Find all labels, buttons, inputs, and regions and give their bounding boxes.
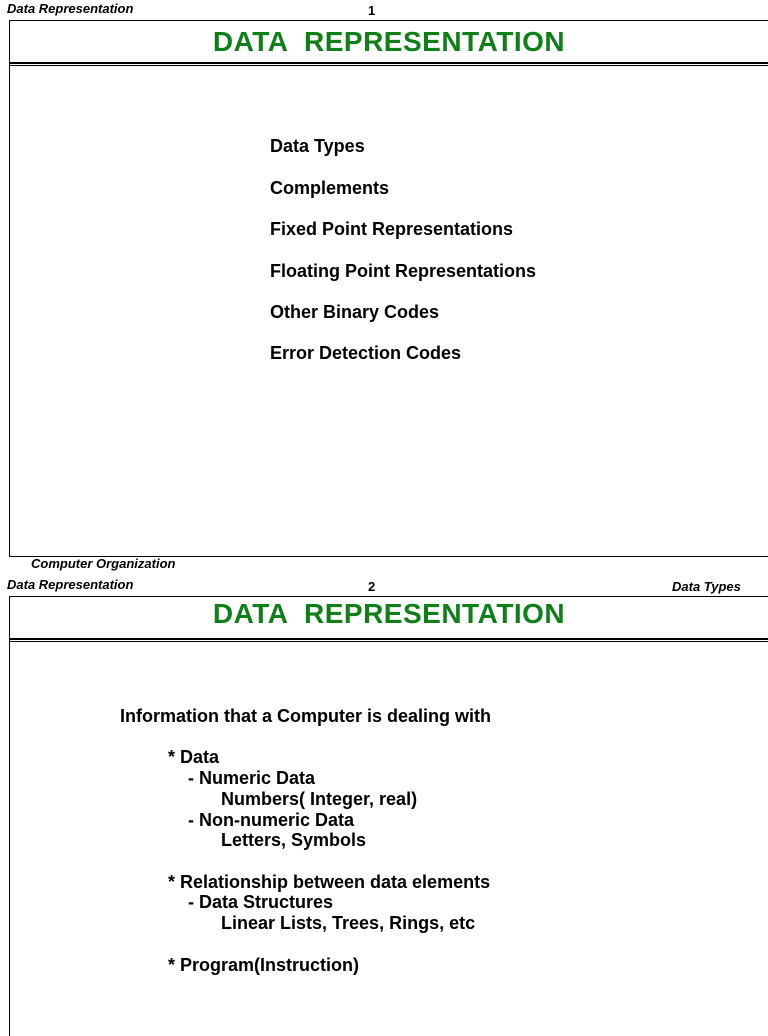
slide1-frame — [9, 20, 768, 557]
slide1-footer-left: Computer Organization — [31, 556, 176, 571]
topic-error-detection: Error Detection Codes — [270, 343, 462, 363]
topic-fixed-point: Fixed Point Representations — [270, 219, 514, 239]
slide1-page-number: 1 — [368, 3, 376, 18]
slide2-header-right: Data Types — [672, 579, 741, 594]
list-item-linear-lists: Linear Lists, Trees, Rings, etc — [221, 913, 476, 933]
slide2-intro: Information that a Computer is dealing with — [120, 706, 492, 726]
topic-other-binary-codes: Other Binary Codes — [270, 302, 440, 322]
slide1-title: DATA REPRESENTATION — [212, 26, 566, 57]
slide2-page-number: 2 — [368, 579, 376, 594]
list-item-numeric-data: - Numeric Data — [188, 768, 316, 788]
slide1-header-left: Data Representation — [7, 1, 134, 16]
list-item-relationship: * Relationship between data elements — [168, 872, 491, 892]
topic-floating-point: Floating Point Representations — [270, 261, 537, 281]
topic-complements: Complements — [270, 178, 390, 198]
list-item-numbers: Numbers( Integer, real) — [221, 789, 418, 809]
slide2-frame — [9, 596, 768, 1036]
slide1-title-rule — [10, 62, 768, 66]
topic-data-types: Data Types — [270, 136, 365, 156]
list-item-program: * Program(Instruction) — [168, 955, 360, 975]
slide2-title-rule — [10, 638, 768, 642]
slide2-title: DATA REPRESENTATION — [212, 598, 566, 629]
list-item-data-structures: - Data Structures — [188, 892, 334, 912]
slide2-header-left: Data Representation — [7, 577, 134, 592]
list-item-letters-symbols: Letters, Symbols — [221, 830, 367, 850]
list-item-data: * Data — [168, 747, 220, 767]
list-item-non-numeric-data: - Non-numeric Data — [188, 810, 355, 830]
